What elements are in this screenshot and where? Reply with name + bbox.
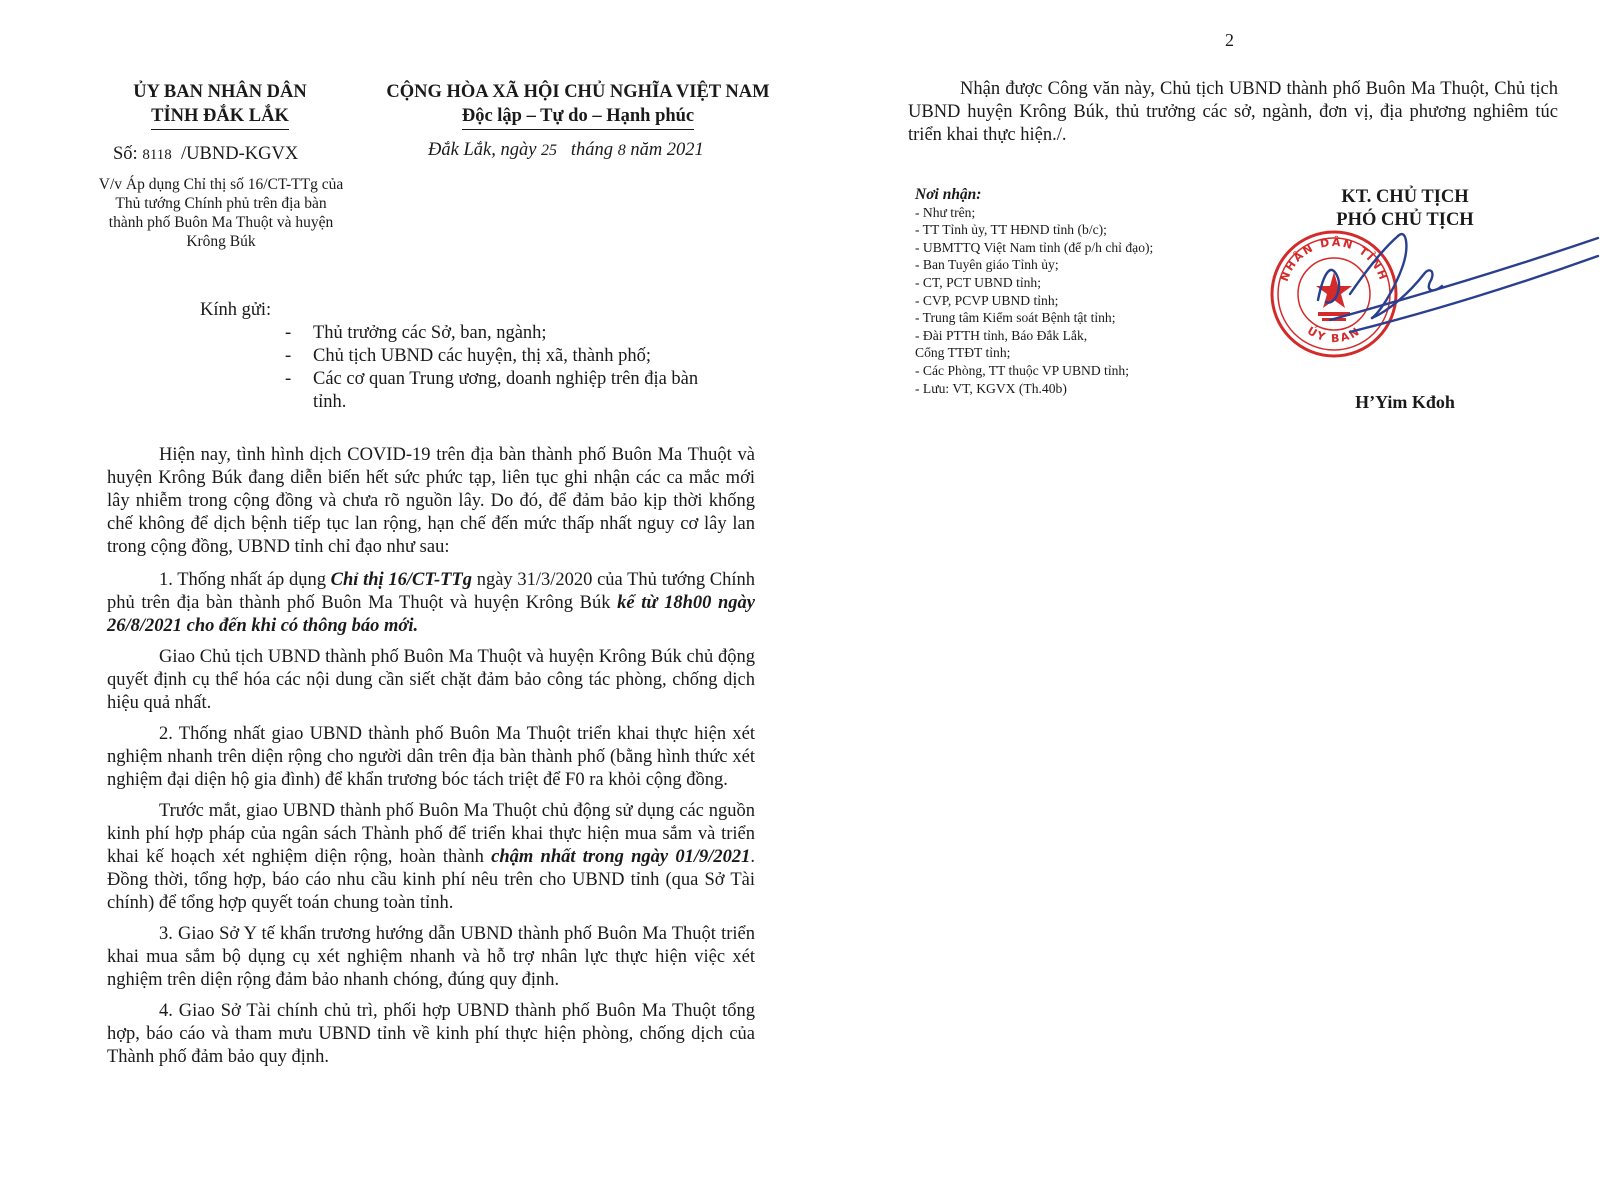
- signer-name: H’Yim Kđoh: [1355, 392, 1455, 412]
- recv-title: Nơi nhận:: [915, 186, 982, 203]
- recipient-item: - Thủ trưởng các Sở, ban, ngành;: [285, 322, 705, 345]
- item1-paragraph: [107, 569, 755, 638]
- signer-title: [1295, 186, 1515, 232]
- item1-directive: Chỉ thị 16/CT-TTg: [330, 570, 472, 590]
- nation-header: [378, 80, 778, 130]
- recipients-cc-list: [915, 186, 1235, 397]
- item2-paragraph: 2. Thống nhất giao UBND thành phố Buôn Ma Thuột triển khai thực hiện xét nghiệm nhanh trên diện rộng cho người dân trên địa bàn thành phố (bằng hình thức xét nghiệm đại diện hộ gia đình) để khẩn trương bóc tách triệt để F0 ra khỏi cộng đồng.: [107, 724, 755, 790]
- item1-text-c: ngày 31/3/2020 của Thủ tướng Chính phủ trên địa bàn thành phố Buôn Ma Thuột và huyện Krông Búk: [107, 570, 756, 613]
- seal-text-bottom: ỦY BAN: [1304, 324, 1364, 346]
- recv-item: - UBMTTQ Việt Nam tỉnh (để p/h chỉ đạo);: [915, 239, 1154, 255]
- document-body: [107, 444, 755, 1077]
- item2-sub-text-a: Trước mắt, giao UBND thành phố Buôn Ma Thuột chủ động sử dụng các nguồn kinh phí hợp pháp của ngân sách Thành phố để triển khai thực hiện mua sắm và triển khai kế hoạch xét nghiệm diện rộng, hoàn thành: [107, 801, 755, 867]
- recv-item: - Như trên;: [915, 204, 976, 220]
- dateline: [428, 140, 704, 161]
- seal-text-top: NHÂN DÂN TỈNH: [1277, 235, 1391, 284]
- handwritten-signature-icon: [1310, 228, 1600, 358]
- date-month-label: tháng: [570, 140, 614, 160]
- recv-item: - Các Phòng, TT thuộc VP UBND tỉnh;: [915, 362, 1129, 378]
- document-subject: V/v Áp dụng Chỉ thị số 16/CT-TTg của Thủ tướng Chính phủ trên địa bàn thành phố Buôn Ma Thuột và huyện Krông Búk: [98, 176, 344, 250]
- date-month: 8: [617, 142, 626, 159]
- agency-header: [100, 80, 340, 130]
- recv-item: Cổng TTĐT tỉnh;: [915, 345, 1011, 361]
- closing-paragraph: [908, 78, 1558, 147]
- item4-paragraph: 4. Giao Sở Tài chính chủ trì, phối hợp UBND thành phố Buôn Ma Thuột tổng hợp, báo cáo và tham mưu UBND tỉnh về kinh phí thực hiện phòng, chống dịch của Thành phố đảm bảo quy định.: [107, 1001, 755, 1067]
- signer-line2: PHÓ CHỦ TỊCH: [1336, 210, 1474, 230]
- recipient-item: - Các cơ quan Trung ương, doanh nghiệp trên địa bàn tỉnh.: [285, 368, 705, 414]
- recv-item: - Lưu: VT, KGVX (Th.40b): [915, 380, 1067, 396]
- doc-code: /UBND-KGVX: [181, 144, 299, 164]
- doc-no: 8118: [142, 147, 172, 163]
- signer-line1: KT. CHỦ TỊCH: [1341, 187, 1469, 207]
- item1-effective-time: kể từ 18h00 ngày 26/8/2021 cho đến khi có thông báo mới.: [107, 593, 755, 636]
- agency-line1: ỦY BAN NHÂN DÂN: [133, 82, 307, 102]
- closing-text: Nhận được Công văn này, Chủ tịch UBND thành phố Buôn Ma Thuột, Chủ tịch UBND huyện Krông Búk, thủ trưởng các sở, ngành, đơn vị, địa phương nghiêm túc triển khai thực hiện./.: [908, 79, 1558, 145]
- page-number: 2: [1225, 30, 1234, 50]
- nation-name: CỘNG HÒA XÃ HỘI CHỦ NGHĨA VIỆT NAM: [386, 82, 770, 102]
- nation-motto: Độc lập – Tự do – Hạnh phúc: [462, 104, 694, 130]
- recv-item: - CVP, PCVP UBND tỉnh;: [915, 292, 1059, 308]
- recipient-list: [285, 322, 705, 414]
- intro-paragraph: Hiện nay, tình hình dịch COVID-19 trên địa bàn thành phố Buôn Ma Thuột và huyện Krông Búk đang diễn biến hết sức phức tạp, liên tục ghi nhận các ca mắc mới lây nhiễm trong cộng đồng và chưa rõ nguồn lây. Do đó, để đảm bảo kịp thời khống chế không để dịch bệnh tiếp tục lan rộng, hạn chế đến mức thấp nhất nguy cơ lây lan trong cộng đồng, UBND tỉnh chỉ đạo như sau:: [107, 445, 755, 557]
- item3-paragraph: 3. Giao Sở Y tế khẩn trương hướng dẫn UBND thành phố Buôn Ma Thuột triển khai mua sắm bộ dụng cụ xét nghiệm nhanh và hỗ trợ nhân lực thực hiện việc xét nghiệm trên diện rộng đảm bảo nhanh chóng, đúng quy định.: [107, 924, 755, 990]
- recv-item: - TT Tỉnh ủy, TT HĐND tỉnh (b/c);: [915, 222, 1107, 238]
- item1-sub-paragraph: Giao Chủ tịch UBND thành phố Buôn Ma Thuột và huyện Krông Búk chủ động quyết định cụ thể hóa các nội dung cần siết chặt đảm bảo công tác phòng, chống dịch hiệu quả nhất.: [107, 647, 755, 713]
- greeting: Kính gửi:: [200, 300, 272, 320]
- date-prefix: Đắk Lắk, ngày: [428, 140, 537, 160]
- recv-item: - Trung tâm Kiểm soát Bệnh tật tỉnh;: [915, 310, 1116, 326]
- item1-text-a: 1. Thống nhất áp dụng: [159, 570, 331, 590]
- doc-no-label: Số:: [113, 144, 138, 164]
- item2-deadline: chậm nhất trong ngày 01/9/2021: [491, 847, 751, 867]
- date-year: năm 2021: [630, 140, 704, 160]
- agency-line2: TỈNH ĐẮK LẮK: [151, 104, 289, 130]
- recv-item: - Đài PTTH tỉnh, Báo Đắk Lắk,: [915, 327, 1088, 343]
- recv-item: - Ban Tuyên giáo Tỉnh ủy;: [915, 257, 1059, 273]
- date-day: 25: [541, 142, 558, 159]
- recipient-item: - Chủ tịch UBND các huyện, thị xã, thành phố;: [285, 345, 705, 368]
- item2-sub-paragraph: [107, 800, 755, 915]
- item2-sub-text-c: . Đồng thời, tổng hợp, báo cáo nhu cầu kinh phí nêu trên cho UBND tỉnh (qua Sở Tài chính) để tổng hợp quyết toán chung toàn tỉnh.: [107, 847, 756, 913]
- recv-item: - CT, PCT UBND tỉnh;: [915, 274, 1042, 290]
- document-number: [113, 144, 298, 165]
